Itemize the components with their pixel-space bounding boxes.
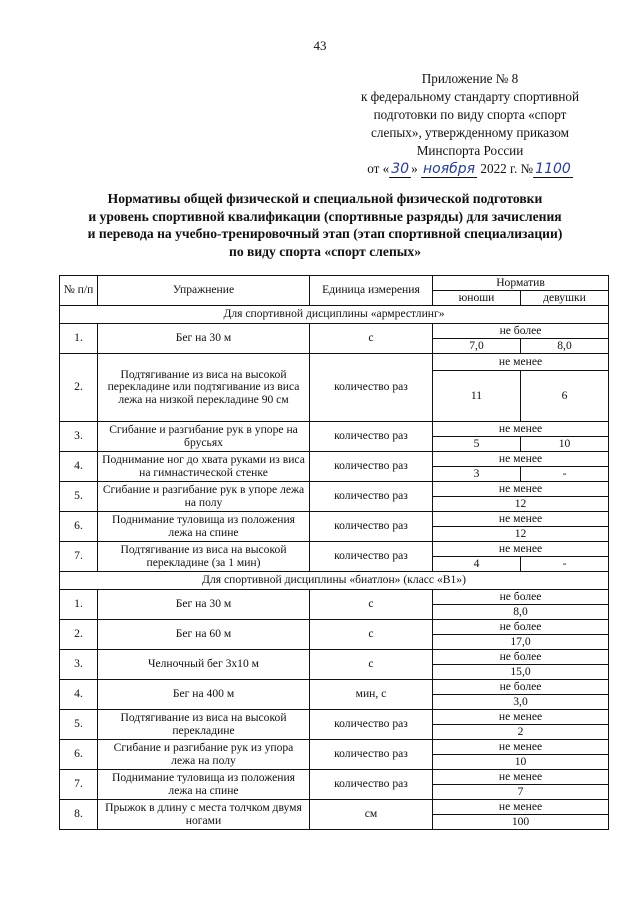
table-row [60, 680, 609, 695]
table-row [60, 482, 609, 497]
row-exercise: Сгибание и разгибание рук из упора лежа на полу [98, 740, 310, 770]
date-year: 2022 г. № [480, 161, 534, 176]
row-value: 17,0 [433, 635, 609, 650]
row-qualifier: не менее [433, 512, 609, 527]
date-mid: » [411, 161, 418, 176]
table-row [60, 770, 609, 785]
row-qualifier: не менее [433, 482, 609, 497]
row-unit: количество раз [310, 542, 433, 572]
row-qualifier: не более [433, 650, 609, 665]
row-value-boys: 5 [433, 437, 521, 452]
row-exercise: Прыжок в длину с места толчком двумя ногами [98, 800, 310, 830]
row-unit: с [310, 324, 433, 354]
row-qualifier: не менее [433, 770, 609, 785]
row-value-girls: - [521, 467, 609, 482]
table-row [60, 354, 609, 371]
row-num: 7. [60, 542, 98, 572]
row-num: 2. [60, 354, 98, 422]
table-row [60, 590, 609, 605]
table-row [60, 324, 609, 339]
row-num: 4. [60, 680, 98, 710]
row-unit: с [310, 620, 433, 650]
row-qualifier: не менее [433, 800, 609, 815]
header-norm: Норматив [433, 276, 609, 291]
row-num: 8. [60, 800, 98, 830]
row-qualifier: не менее [433, 452, 609, 467]
row-num: 6. [60, 740, 98, 770]
row-unit: с [310, 590, 433, 620]
title-line: по виду спорта «спорт слепых» [228, 243, 421, 259]
table-row [60, 422, 609, 437]
appendix-line: слепых», утвержденному приказом [371, 125, 569, 140]
row-value-boys: 4 [433, 557, 521, 572]
row-num: 3. [60, 422, 98, 452]
row-exercise: Сгибание и разгибание рук в упоре лежа на полу [98, 482, 310, 512]
row-exercise: Сгибание и разгибание рук в упоре на брусьях [98, 422, 310, 452]
section-title: Для спортивной дисциплины «биатлон» (класс «В1») [60, 572, 609, 590]
row-value: 8,0 [433, 605, 609, 620]
row-value: 12 [433, 527, 609, 542]
row-num: 7. [60, 770, 98, 800]
row-unit: количество раз [310, 354, 433, 422]
row-value: 2 [433, 725, 609, 740]
row-value-girls: 8,0 [521, 339, 609, 354]
table-row [60, 740, 609, 755]
row-exercise: Бег на 30 м [98, 590, 310, 620]
row-qualifier: не менее [433, 542, 609, 557]
row-exercise: Челночный бег 3х10 м [98, 650, 310, 680]
row-num: 3. [60, 650, 98, 680]
row-qualifier: не менее [433, 354, 609, 371]
row-exercise: Подтягивание из виса на высокой перекладине или подтягивание из виса лежа на низкой перекладине 90 см [98, 354, 310, 422]
row-num: 5. [60, 482, 98, 512]
row-value: 10 [433, 755, 609, 770]
title-line: и перевода на учебно-тренировочный этап (этап спортивной специализации) [87, 226, 563, 241]
row-unit: количество раз [310, 740, 433, 770]
row-exercise: Поднимание туловища из положения лежа на спине [98, 512, 310, 542]
row-exercise: Поднимание туловища из положения лежа на спине [98, 770, 310, 800]
title-line: Нормативы общей физической и специальной физической подготовки [107, 191, 543, 206]
row-exercise: Поднимание ног до хвата руками из виса на гимнастической стенке [98, 452, 310, 482]
handwritten-order-number: 1100 [535, 161, 571, 177]
header-boys: юноши [433, 291, 521, 306]
appendix-title: Приложение № 8 [421, 71, 519, 86]
row-value-girls: - [521, 557, 609, 572]
row-qualifier: не более [433, 324, 609, 339]
row-unit: количество раз [310, 770, 433, 800]
row-value: 15,0 [433, 665, 609, 680]
row-num: 4. [60, 452, 98, 482]
row-value-boys: 7,0 [433, 339, 521, 354]
appendix-block [330, 70, 610, 178]
table-row [60, 620, 609, 635]
header-unit: Единица измерения [310, 276, 433, 306]
row-qualifier: не менее [433, 422, 609, 437]
row-qualifier: не более [433, 590, 609, 605]
row-exercise: Бег на 400 м [98, 680, 310, 710]
header-exercise: Упражнение [98, 276, 310, 306]
row-num: 1. [60, 324, 98, 354]
row-value-boys: 3 [433, 467, 521, 482]
row-qualifier: не менее [433, 740, 609, 755]
row-unit: количество раз [310, 422, 433, 452]
row-unit: количество раз [310, 512, 433, 542]
row-unit: количество раз [310, 482, 433, 512]
title-line: и уровень спортивной квалификации (спортивные разряды) для зачисления [88, 208, 562, 224]
row-unit: мин, с [310, 680, 433, 710]
table-row [60, 650, 609, 665]
row-unit: см [310, 800, 433, 830]
row-value-girls: 6 [521, 371, 609, 422]
row-value-boys: 11 [433, 371, 521, 422]
table-row [60, 512, 609, 527]
row-num: 6. [60, 512, 98, 542]
standards-table [59, 275, 609, 830]
table-row [60, 542, 609, 557]
header-girls: девушки [521, 291, 609, 306]
handwritten-day: 30 [391, 161, 410, 177]
row-value: 7 [433, 785, 609, 800]
table-row [60, 710, 609, 725]
row-num: 1. [60, 590, 98, 620]
row-unit: с [310, 650, 433, 680]
header-num: № п/п [60, 276, 98, 306]
date-prefix: от « [367, 161, 390, 176]
row-exercise: Подтягивание из виса на высокой перекладине (за 1 мин) [98, 542, 310, 572]
appendix-date [330, 160, 610, 178]
row-value: 12 [433, 497, 609, 512]
row-num: 2. [60, 620, 98, 650]
table-row [60, 800, 609, 815]
row-value-girls: 10 [521, 437, 609, 452]
row-qualifier: не менее [433, 710, 609, 725]
page-number: 43 [313, 38, 327, 53]
row-value: 3,0 [433, 695, 609, 710]
handwritten-month: ноября [422, 161, 476, 177]
row-unit: количество раз [310, 452, 433, 482]
row-exercise: Бег на 30 м [98, 324, 310, 354]
appendix-line: Минспорта России [416, 143, 524, 158]
appendix-line: подготовки по виду спорта «спорт [373, 107, 567, 122]
table-row [60, 452, 609, 467]
row-exercise: Подтягивание из виса на высокой перекладине [98, 710, 310, 740]
table-body [60, 306, 609, 830]
section-title: Для спортивной дисциплины «армрестлинг» [60, 306, 609, 324]
document-title [40, 190, 610, 260]
row-qualifier: не более [433, 620, 609, 635]
appendix-line: к федеральному стандарту спортивной [360, 89, 580, 104]
row-exercise: Бег на 60 м [98, 620, 310, 650]
row-unit: количество раз [310, 710, 433, 740]
row-value: 100 [433, 815, 609, 830]
row-num: 5. [60, 710, 98, 740]
row-qualifier: не более [433, 680, 609, 695]
